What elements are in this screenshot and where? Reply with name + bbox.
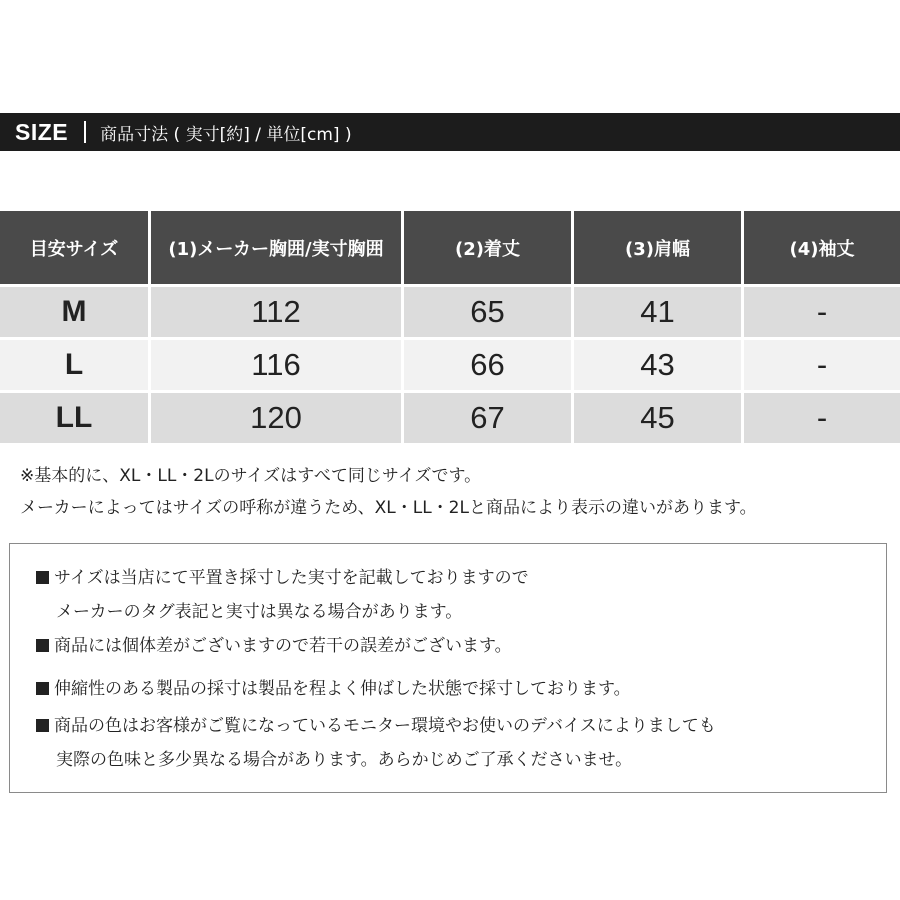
caution-text: 伸縮性のある製品の採寸は製品を程よく伸ばした状態で採寸しております。 bbox=[54, 679, 631, 699]
chest-cell: 116 bbox=[151, 337, 404, 390]
header-shoulder: (3)肩幅 bbox=[574, 211, 744, 284]
bullet-square-icon bbox=[36, 571, 49, 584]
shoulder-cell: 43 bbox=[574, 337, 744, 390]
size-header-bar bbox=[0, 113, 900, 151]
size-notes bbox=[20, 460, 757, 524]
table-header-row bbox=[0, 211, 900, 284]
shoulder-cell: 41 bbox=[574, 284, 744, 337]
table-row bbox=[0, 337, 900, 390]
note-line: メーカーによってはサイズの呼称が違うため、XL・LL・2Lと商品により表示の違いがあります。 bbox=[20, 498, 757, 518]
size-label-cell: M bbox=[0, 284, 151, 337]
caution-text: 商品には個体差がございますので若干の誤差がございます。 bbox=[54, 636, 512, 656]
length-cell: 67 bbox=[404, 390, 574, 443]
caution-item bbox=[36, 709, 716, 777]
caution-text: メーカーのタグ表記と実寸は異なる場合があります。 bbox=[56, 602, 463, 622]
sleeve-cell: - bbox=[744, 337, 900, 390]
note-line: ※基本的に、XL・LL・2Lのサイズはすべて同じサイズです。 bbox=[20, 466, 482, 486]
caution-box bbox=[9, 543, 887, 793]
size-label-cell: LL bbox=[0, 390, 151, 443]
size-label-cell: L bbox=[0, 337, 151, 390]
caution-item bbox=[36, 672, 631, 706]
bullet-square-icon bbox=[36, 719, 49, 732]
size-table bbox=[0, 211, 900, 443]
header-sleeve: (4)袖丈 bbox=[744, 211, 900, 284]
header-divider bbox=[84, 121, 86, 143]
caution-text: 実際の色味と多少異なる場合があります。あらかじめご了承くださいませ。 bbox=[56, 750, 633, 770]
table-row bbox=[0, 284, 900, 337]
bullet-square-icon bbox=[36, 682, 49, 695]
size-subtitle: 商品寸法 ( 実寸[約] / 単位[cm] ) bbox=[100, 124, 352, 145]
sleeve-cell: - bbox=[744, 284, 900, 337]
bullet-square-icon bbox=[36, 639, 49, 652]
caution-item bbox=[36, 629, 512, 663]
chest-cell: 112 bbox=[151, 284, 404, 337]
sleeve-cell: - bbox=[744, 390, 900, 443]
caution-text: 商品の色はお客様がご覧になっているモニター環境やお使いのデバイスによりましても bbox=[54, 716, 716, 736]
table-row bbox=[0, 390, 900, 443]
header-size-guide: 目安サイズ bbox=[0, 211, 151, 284]
header-chest: (1)メーカー胸囲/実寸胸囲 bbox=[151, 211, 404, 284]
caution-item bbox=[36, 561, 529, 629]
size-title: SIZE bbox=[15, 118, 69, 145]
length-cell: 65 bbox=[404, 284, 574, 337]
shoulder-cell: 45 bbox=[574, 390, 744, 443]
header-length: (2)着丈 bbox=[404, 211, 574, 284]
length-cell: 66 bbox=[404, 337, 574, 390]
chest-cell: 120 bbox=[151, 390, 404, 443]
caution-text: サイズは当店にて平置き採寸した実寸を記載しておりますので bbox=[54, 568, 529, 588]
